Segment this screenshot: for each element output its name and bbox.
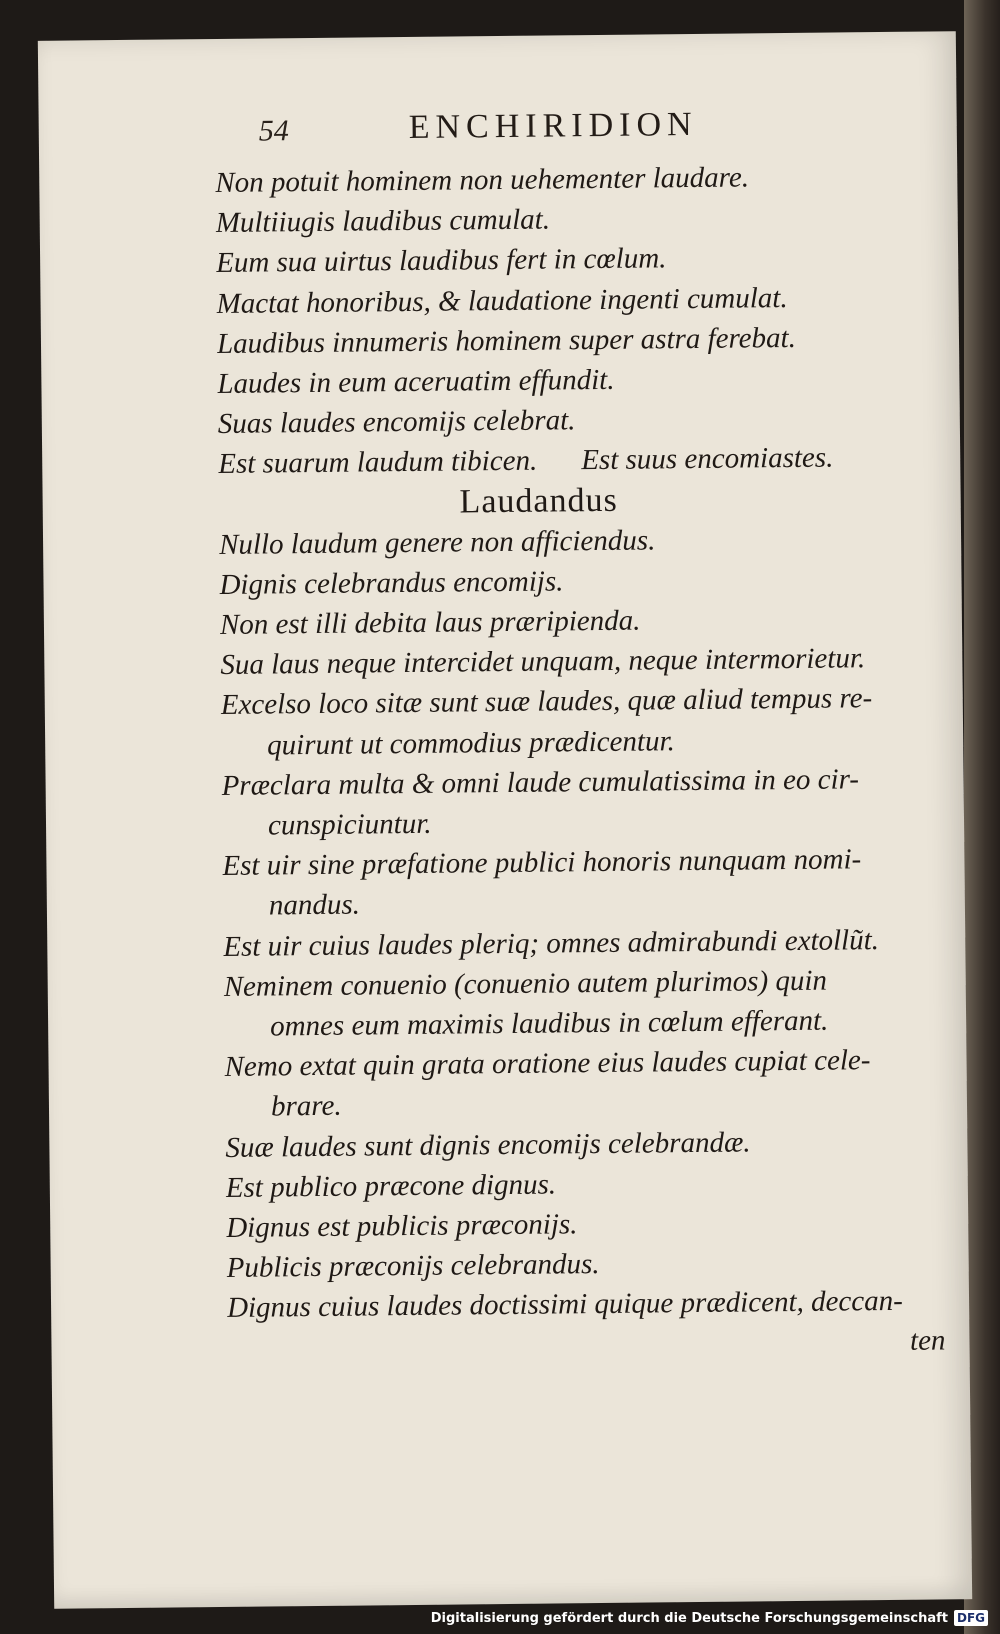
text-line: Nemo extat quin grata oratione eius laudes cupiat cele-: [224, 1044, 871, 1084]
text-line-pair: [218, 437, 938, 485]
text-line: Multiiugis laudibus cumulat.: [215, 203, 551, 240]
text-block: [215, 155, 948, 1368]
catchword: ten: [909, 1324, 946, 1358]
text-line-continuation: nandus.: [268, 888, 361, 922]
page-number: 54: [258, 114, 289, 148]
text-line: Eum sua uirtus laudibus fert in cœlum.: [215, 242, 667, 280]
text-line: Est uir cuius laudes pleriq; omnes admirabundi extollũt.: [223, 923, 880, 963]
footer-credit: Digitalisierung gefördert durch die Deutsche Forschungsgemeinschaft: [430, 1610, 948, 1626]
text-line: Mactat honoribus, & laudatione ingenti cumulat.: [216, 281, 788, 320]
text-line-continuation: brare.: [270, 1090, 342, 1123]
text-line: Suæ laudes sunt dignis encomijs celebrandæ.: [225, 1125, 751, 1164]
text-phrase: Est suus encomiastes.: [581, 441, 834, 477]
text-line: Præclara multa & omni laude cumulatissima in eo cir-: [221, 763, 860, 802]
text-line: Neminem conuenio (conuenio autem plurimos) quin: [223, 964, 828, 1003]
text-line: Non est illi debita laus præripienda.: [219, 604, 641, 642]
digitization-footer: [431, 1606, 988, 1630]
text-line-continuation: quirunt ut commodius prædicentur.: [267, 724, 675, 762]
book-page: [38, 31, 972, 1609]
text-line: Dignis celebrandus encomijs.: [219, 565, 564, 601]
text-line: Publicis præconijs celebrandus.: [226, 1248, 600, 1285]
text-line: Non potuit hominem non uehementer laudare.: [215, 161, 750, 199]
text-line: Est uir sine præfatione publici honoris nunquam nomi-: [222, 843, 862, 883]
text-line: Dignus cuius laudes doctissimi quique prædicent, deccan-: [226, 1285, 903, 1325]
text-line: Nullo laudum genere non afficiendus.: [218, 524, 656, 561]
text-line: Laudes in eum aceruatim effundit.: [217, 363, 615, 400]
text-line-continuation: omnes eum maximis laudibus in cœlum efferant.: [269, 1004, 829, 1043]
section-heading: Laudandus: [459, 481, 618, 520]
text-line: Dignus est publicis præconijs.: [226, 1208, 578, 1244]
text-line: Excelso loco sitæ sunt suæ laudes, quæ aliud tempus re-: [220, 682, 873, 722]
text-line: Laudibus innumeris hominem super astra ferebat.: [216, 321, 797, 360]
text-line: Sua laus neque intercidet unquam, neque intermorietur.: [220, 642, 866, 682]
text-line-continuation: cunspiciuntur.: [267, 807, 432, 842]
dfg-logo: DFG: [954, 1610, 988, 1626]
running-title: ENCHIRIDION: [408, 105, 698, 146]
text-line: Suas laudes encomijs celebrat.: [217, 404, 576, 441]
text-phrase: Est suarum laudum tibicen.: [218, 444, 538, 481]
page-header: [259, 105, 819, 161]
text-line: Est publico præcone dignus.: [225, 1168, 557, 1204]
